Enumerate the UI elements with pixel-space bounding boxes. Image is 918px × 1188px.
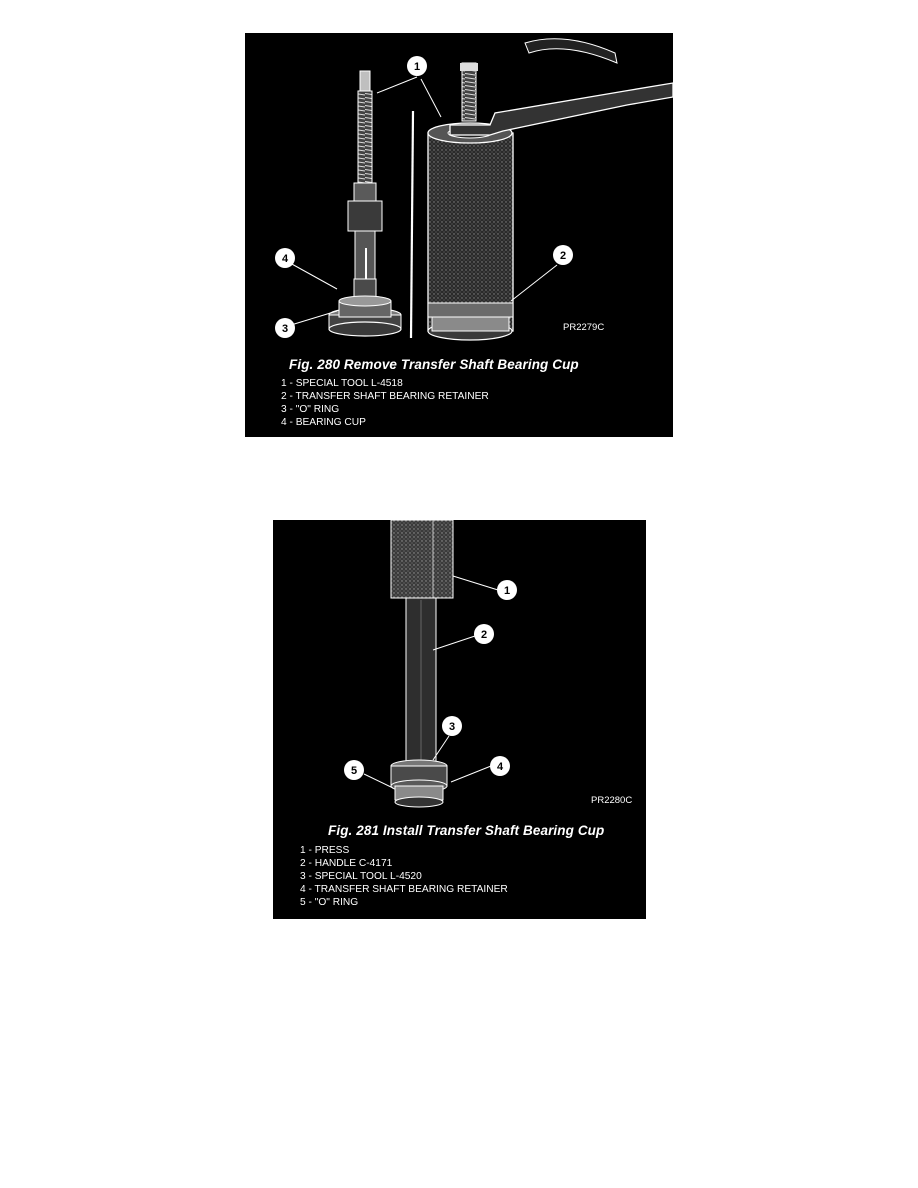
callout-3: [442, 716, 462, 736]
figure-280-caption: Fig. 280 Remove Transfer Shaft Bearing Cup: [289, 357, 579, 372]
callout-3: [275, 318, 295, 338]
center-rod: [411, 111, 413, 338]
figure-281: [273, 520, 646, 919]
figure-281-legend: [300, 844, 508, 909]
legend-item: 3 - SPECIAL TOOL L-4520: [300, 871, 422, 882]
svg-text:2: 2: [559, 250, 567, 262]
svg-text:4: 4: [281, 253, 289, 265]
callout-2: [474, 624, 494, 644]
wrench: [450, 39, 673, 135]
legend-item: 3 - "O" RING: [281, 404, 340, 415]
legend-item: 2 - TRANSFER SHAFT BEARING RETAINER: [281, 391, 489, 402]
transfer-shaft-bearing-retainer: [428, 123, 513, 340]
callout-4: [490, 756, 510, 776]
svg-text:3: 3: [448, 721, 456, 733]
legend-item: 1 - SPECIAL TOOL L-4518: [281, 378, 403, 389]
figure-280: [245, 33, 673, 437]
legend-item: 1 - PRESS: [300, 845, 350, 856]
figure-281-caption: Fig. 281 Install Transfer Shaft Bearing Cup: [328, 823, 605, 838]
legend-item: 4 - TRANSFER SHAFT BEARING RETAINER: [300, 884, 508, 895]
figure-280-legend: [281, 377, 489, 429]
svg-text:1: 1: [503, 585, 511, 597]
handle: [406, 598, 436, 764]
figure-280-callouts: [275, 56, 573, 338]
bearing-cup-left: [329, 296, 401, 336]
bearing-retainer: [391, 760, 447, 807]
svg-text:5: 5: [350, 765, 358, 777]
svg-text:3: 3: [281, 323, 289, 335]
figure-281-code: PR2280C: [591, 795, 633, 806]
legend-item: 4 - BEARING CUP: [281, 417, 366, 428]
callout-2: [553, 245, 573, 265]
press: [391, 520, 453, 598]
callout-1: [407, 56, 427, 76]
legend-item: 2 - HANDLE C-4171: [300, 858, 393, 869]
callout-1: [497, 580, 517, 600]
legend-item: 5 - "O" RING: [300, 897, 359, 908]
special-tool-rod: [348, 71, 382, 308]
figure-280-code: PR2279C: [563, 322, 605, 333]
callout-5: [344, 760, 364, 780]
svg-text:4: 4: [496, 761, 504, 773]
svg-text:2: 2: [480, 629, 488, 641]
callout-4: [275, 248, 295, 268]
svg-text:1: 1: [413, 61, 421, 73]
